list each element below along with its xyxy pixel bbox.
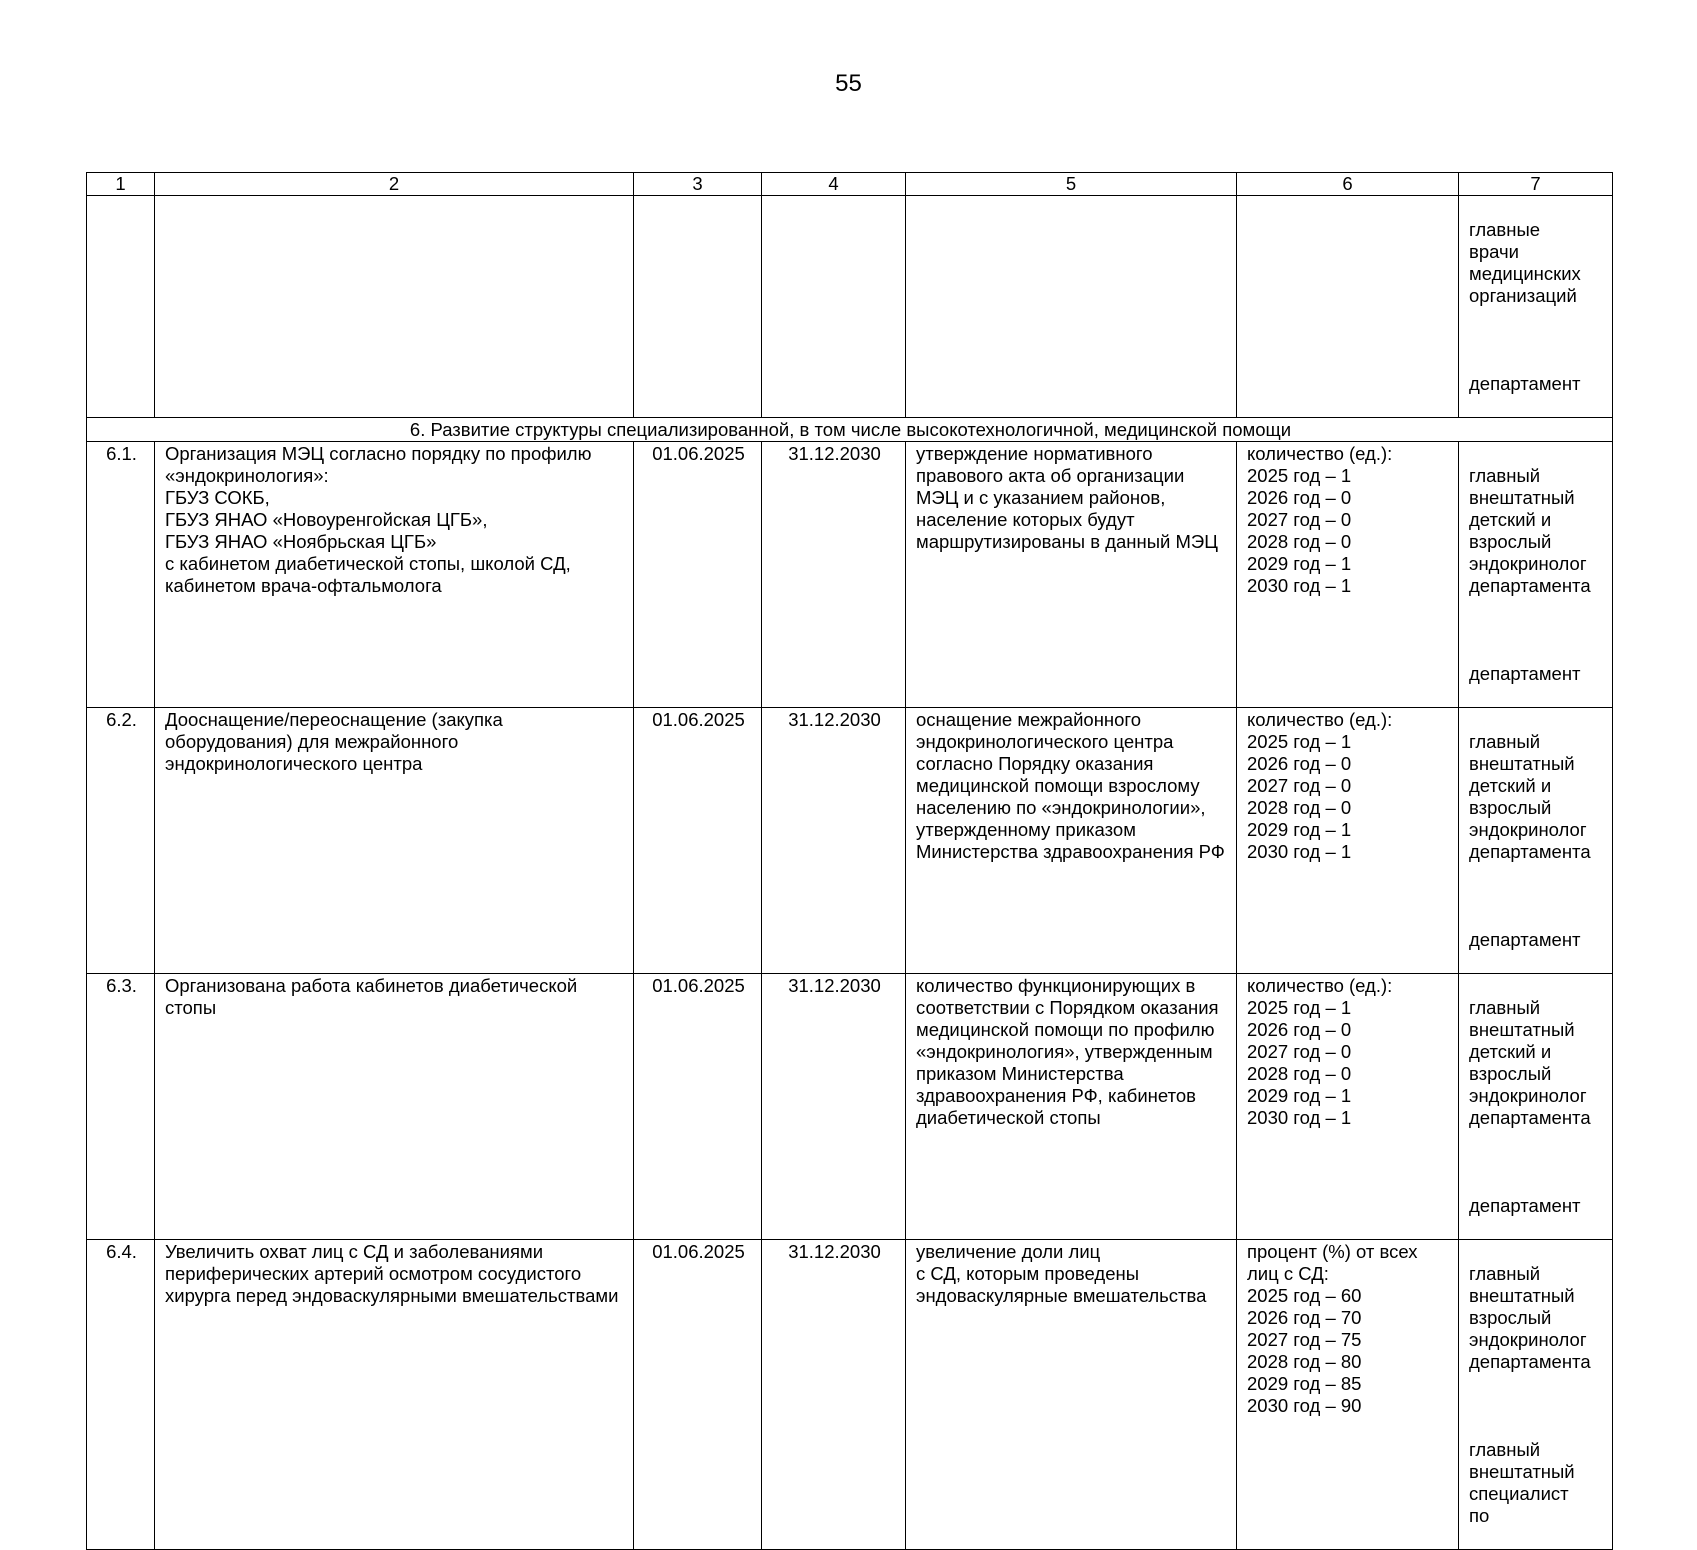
section-row [87, 418, 1613, 442]
end-date-cell: 31.12.2030 [762, 442, 906, 708]
responsible-text: главный внештатный взрослый эндокринолог департамента [1469, 1263, 1591, 1372]
start-date-cell: 01.06.2025 [634, 974, 762, 1240]
result-cell: оснащение межрайонного эндокринологического центра согласно Порядку оказания медицинской помощи взрослому населению по «эндокринологии», утвержденному приказом Министерства здравоохранения РФ [906, 708, 1237, 974]
responsible-text: департамент [1469, 373, 1581, 394]
continuation-cell-indicator [1237, 196, 1459, 418]
responsible-text: главные врачи медицинских организаций [1469, 219, 1581, 306]
table-row [87, 708, 1613, 974]
responsible-spacer [1469, 619, 1604, 641]
column-number-row [87, 173, 1613, 196]
result-cell: увеличение доли лиц с СД, которым проведены эндоваскулярные вмешательства [906, 1240, 1237, 1550]
row-number: 6.1. [87, 442, 155, 708]
column-header-1: 1 [87, 173, 155, 196]
responsible-spacer [1469, 1151, 1604, 1173]
indicator-cell: процент (%) от всех лиц с СД: 2025 год – 60 2026 год – 70 2027 год – 75 2028 год – 80 2029 год – 85 2030 год – 90 [1237, 1240, 1459, 1550]
end-date-cell: 31.12.2030 [762, 1240, 906, 1550]
responsible-cell [1459, 442, 1613, 708]
responsible-cell [1459, 1240, 1613, 1550]
end-date-cell: 31.12.2030 [762, 708, 906, 974]
section-title: 6. Развитие структуры специализированной, в том числе высокотехнологичной, медицинской помощи [87, 418, 1613, 442]
end-date-cell: 31.12.2030 [762, 974, 906, 1240]
column-header-6: 6 [1237, 173, 1459, 196]
indicator-cell: количество (ед.): 2025 год – 1 2026 год – 0 2027 год – 0 2028 год – 0 2029 год – 1 2030 год – 1 [1237, 708, 1459, 974]
column-header-3: 3 [634, 173, 762, 196]
responsible-text: главный внештатный детский и взрослый эндокринолог департамента [1469, 731, 1591, 862]
continuation-cell-responsible [1459, 196, 1613, 418]
continuation-row [87, 196, 1613, 418]
table-row [87, 442, 1613, 708]
start-date-cell: 01.06.2025 [634, 708, 762, 974]
result-cell: утверждение нормативного правового акта об организации МЭЦ и с указанием районов, население которых будут маршрутизированы в данный МЭЦ [906, 442, 1237, 708]
measure-cell: Увеличить охват лиц с СД и заболеваниями периферических артерий осмотром сосудистого хирурга перед эндоваскулярными вмешательствами [155, 1240, 634, 1550]
table-row [87, 1240, 1613, 1550]
start-date-cell: 01.06.2025 [634, 442, 762, 708]
column-header-4: 4 [762, 173, 906, 196]
responsible-spacer [1469, 1395, 1604, 1417]
result-cell: количество функционирующих в соответствии с Порядком оказания медицинской помощи по профилю «эндокринология», утвержденным приказом Министерства здравоохранения РФ, кабинетов диабетической стопы [906, 974, 1237, 1240]
responsible-spacer [1469, 329, 1604, 351]
row-number: 6.3. [87, 974, 155, 1240]
indicator-cell: количество (ед.): 2025 год – 1 2026 год – 0 2027 год – 0 2028 год – 0 2029 год – 1 2030 год – 1 [1237, 974, 1459, 1240]
continuation-cell-start [634, 196, 762, 418]
column-header-5: 5 [906, 173, 1237, 196]
responsible-cell [1459, 708, 1613, 974]
responsible-text: департамент [1469, 1195, 1581, 1216]
column-header-7: 7 [1459, 173, 1613, 196]
measure-cell: Организация МЭЦ согласно порядку по профилю «эндокринология»: ГБУЗ СОКБ, ГБУЗ ЯНАО «Новоуренгойская ЦГБ», ГБУЗ ЯНАО «Ноябрьская ЦГБ» с кабинетом диабетической стопы, школой СД, кабинетом врача-офтальмолога [155, 442, 634, 708]
page-number: 55 [835, 70, 862, 97]
responsible-spacer [1469, 885, 1604, 907]
continuation-cell-end [762, 196, 906, 418]
indicator-cell: количество (ед.): 2025 год – 1 2026 год – 0 2027 год – 0 2028 год – 0 2029 год – 1 2030 год – 1 [1237, 442, 1459, 708]
continuation-cell-num [87, 196, 155, 418]
responsible-text: департамент [1469, 663, 1581, 684]
row-number: 6.4. [87, 1240, 155, 1550]
responsible-text: департамент [1469, 929, 1581, 950]
measure-cell: Дооснащение/переоснащение (закупка оборудования) для межрайонного эндокринологического центра [155, 708, 634, 974]
action-plan-table [86, 172, 1613, 1550]
start-date-cell: 01.06.2025 [634, 1240, 762, 1550]
continuation-cell-result [906, 196, 1237, 418]
column-header-2: 2 [155, 173, 634, 196]
responsible-text: главный внештатный специалист по [1469, 1439, 1575, 1526]
responsible-text: главный внештатный детский и взрослый эндокринолог департамента [1469, 997, 1591, 1128]
measure-cell: Организована работа кабинетов диабетической стопы [155, 974, 634, 1240]
continuation-cell-measure [155, 196, 634, 418]
row-number: 6.2. [87, 708, 155, 974]
responsible-text: главный внештатный детский и взрослый эндокринолог департамента [1469, 465, 1591, 596]
